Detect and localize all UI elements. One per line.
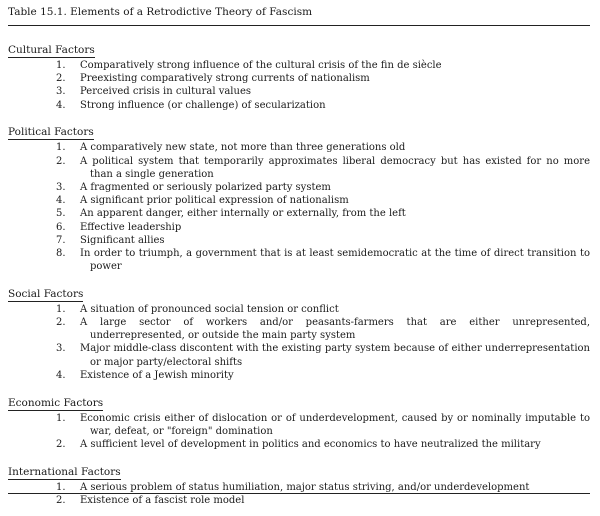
item-number: 1. xyxy=(56,142,66,154)
item-number: 5. xyxy=(56,208,66,220)
item-number: 1. xyxy=(56,303,66,315)
item-text: A sufficient level of development in politics and economics to have neutralized the military xyxy=(80,438,541,450)
item-number: 2. xyxy=(56,317,66,329)
section-heading: International Factors xyxy=(8,465,121,478)
item-number: 4. xyxy=(56,369,66,381)
item-text: Significant allies xyxy=(80,234,165,246)
factor-section xyxy=(8,460,590,507)
item-text: A fragmented or seriously polarized party system xyxy=(80,181,331,193)
item-number: 1. xyxy=(56,481,66,493)
factor-item xyxy=(8,221,590,234)
item-number: 2. xyxy=(56,494,66,506)
factor-section xyxy=(8,38,590,112)
item-text: Effective leadership xyxy=(80,221,182,233)
item-number: 4. xyxy=(56,195,66,207)
item-text: A comparatively new state, not more than three generations old xyxy=(80,142,406,154)
item-text: Strong influence (or challenge) of secularization xyxy=(80,99,326,111)
factor-item xyxy=(8,155,590,181)
factor-list xyxy=(8,59,590,112)
table-caption: Table 15.1. Elements of a Retrodictive Theory of Fascism xyxy=(8,6,313,18)
item-text: A large sector of workers and/or peasants-farmers that are either unrepresented, underrepresented, or outside the main party system xyxy=(80,317,590,342)
item-text: Comparatively strong influence of the cultural crisis of the fin de siècle xyxy=(80,60,442,71)
item-text: Preexisting comparatively strong currents of nationalism xyxy=(80,73,370,85)
item-number: 2. xyxy=(56,155,66,167)
item-number: 7. xyxy=(56,234,66,246)
factor-item xyxy=(8,207,590,220)
top-rule xyxy=(8,25,590,26)
item-number: 3. xyxy=(56,181,66,193)
item-number: 3. xyxy=(56,86,66,98)
item-number: 2. xyxy=(56,438,66,450)
factor-list xyxy=(8,141,590,273)
item-text: In order to triumph, a government that is at least semidemocratic at the time of direct transition to power xyxy=(80,247,590,273)
section-heading: Cultural Factors xyxy=(8,44,95,56)
factor-item xyxy=(8,481,590,494)
item-number: 1. xyxy=(56,412,66,424)
factor-section xyxy=(8,391,590,452)
factor-item xyxy=(8,342,590,368)
item-text: A political system that temporarily approximates liberal democracy but has existed for no more than a single generation xyxy=(80,155,590,180)
factor-list xyxy=(8,412,590,452)
item-text: Major middle-class discontent with the existing party system because of either underrepresentation or major party/electoral shifts xyxy=(80,343,590,368)
section-heading: Economic Factors xyxy=(8,396,104,409)
factor-section xyxy=(8,120,590,273)
factor-item xyxy=(8,247,590,273)
item-text: Perceived crisis in cultural values xyxy=(80,86,251,98)
item-text: Existence of a fascist role model xyxy=(80,494,245,506)
factor-item xyxy=(8,316,590,342)
factor-item xyxy=(8,494,590,507)
factor-item xyxy=(8,59,590,72)
item-number: 4. xyxy=(56,99,66,111)
item-text: An apparent danger, either internally or externally, from the left xyxy=(80,208,406,220)
factor-item xyxy=(8,194,590,207)
factor-item xyxy=(8,181,590,194)
factor-item xyxy=(8,438,590,451)
item-number: 3. xyxy=(56,343,66,355)
item-text: Economic crisis either of dislocation or of underdevelopment, caused by or nominally imputable to war, defeat, or "foreign" domination xyxy=(80,412,590,437)
factor-item xyxy=(8,72,590,85)
factor-item xyxy=(8,141,590,154)
section-heading: Political Factors xyxy=(8,126,94,139)
item-number: 2. xyxy=(56,73,66,85)
bottom-rule xyxy=(8,493,590,494)
factor-item xyxy=(8,303,590,316)
factor-list xyxy=(8,303,590,382)
item-text: A serious problem of status humiliation, major status striving, and/or underdevelopment xyxy=(80,481,530,493)
factor-item xyxy=(8,85,590,98)
item-number: 8. xyxy=(56,247,66,259)
table-body xyxy=(8,38,590,516)
item-number: 1. xyxy=(56,60,66,71)
item-number: 6. xyxy=(56,221,66,233)
factor-section xyxy=(8,282,590,382)
factor-item xyxy=(8,99,590,112)
section-heading: Social Factors xyxy=(8,287,84,300)
item-text: A significant prior political expression of nationalism xyxy=(80,195,349,207)
factor-item xyxy=(8,412,590,438)
factor-item xyxy=(8,369,590,382)
item-text: A situation of pronounced social tension or conflict xyxy=(80,303,339,315)
item-text: Existence of a Jewish minority xyxy=(80,369,234,381)
factor-item xyxy=(8,234,590,247)
